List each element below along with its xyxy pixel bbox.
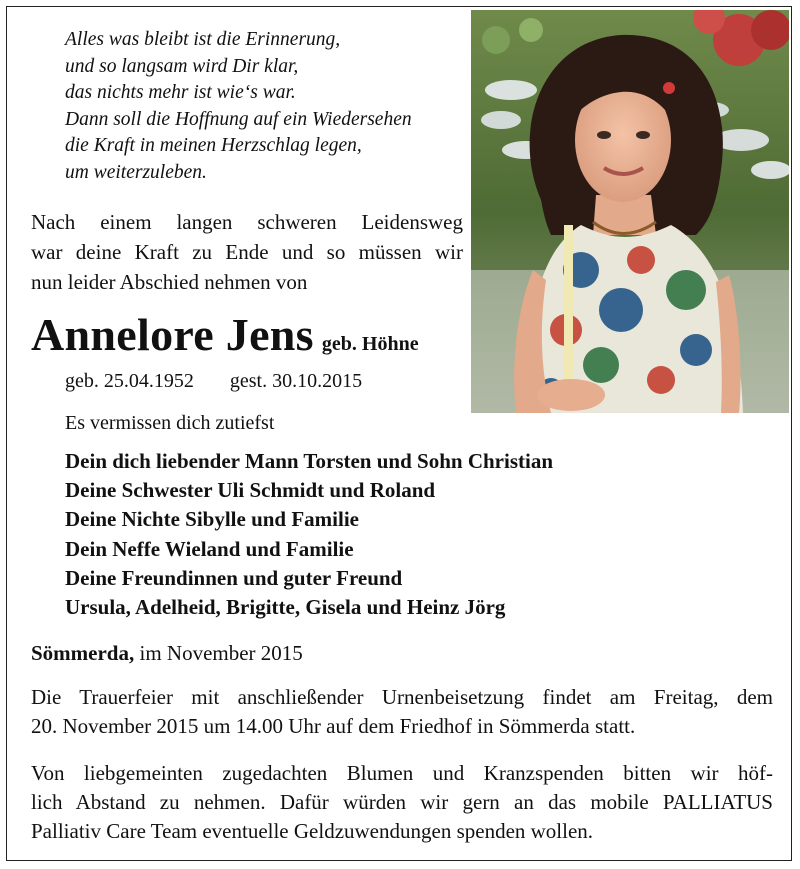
birth-date: geb. 25.04.1952 <box>65 370 194 392</box>
town: Sömmerda, <box>31 641 135 665</box>
poem-line: und so langsam wird Dir klar, <box>65 55 299 77</box>
obituary-notice <box>6 6 792 861</box>
intro-line: nun leider Abschied nehmen von <box>31 270 308 294</box>
portrait-photo <box>471 10 789 413</box>
poem-line: Dann soll die Hoffnung auf ein Wiedersehen <box>65 108 412 130</box>
flowers-request <box>31 759 773 846</box>
poem-line: um weiterzuleben. <box>65 161 207 183</box>
death-date: gest. 30.10.2015 <box>229 370 363 392</box>
mourner-line: Dein dich liebender Mann Torsten und Sohn Christian <box>65 449 553 473</box>
mourner-line: Deine Freundinnen und guter Freund <box>65 565 403 590</box>
flowers-line: Von liebgemeinten zugedachten Blumen und Kranzspenden bitten wir höf- <box>31 761 773 785</box>
mourner-line: Deine Schwester Uli Schmidt und Roland <box>65 478 436 503</box>
poem <box>65 27 475 187</box>
deceased-name: Annelore Jens <box>31 309 314 360</box>
funeral-line: 20. November 2015 um 14.00 Uhr auf dem Friedhof in Sömmerda statt. <box>31 714 636 738</box>
poem-line: das nichts mehr ist wie‘s war. <box>65 82 296 104</box>
life-dates <box>65 367 362 395</box>
portrait-illustration <box>471 10 789 413</box>
mourner-line: Ursula, Adelheid, Brigitte, Gisela und Heinz Jörg <box>65 595 506 620</box>
intro-line: Nach einem langen schweren Leidensweg <box>31 210 463 234</box>
deceased-name-line <box>31 305 471 365</box>
poem-line: Alles was bleibt ist die Erinnerung, <box>65 29 341 50</box>
flowers-line: lich Abstand zu nehmen. Dafür würden wir gern an das mobile PALLIATUS <box>31 790 773 814</box>
mourners-list <box>65 447 553 622</box>
intro-line: war deine Kraft zu Ende und so müssen wir <box>31 240 463 264</box>
funeral-info <box>31 683 773 741</box>
mourner-line: Dein Neffe Wieland und Familie <box>65 536 354 561</box>
maiden-name: geb. Höhne <box>321 333 419 355</box>
mourner-line: Deine Nichte Sibylle und Familie <box>65 507 359 532</box>
notice-date: im November 2015 <box>139 641 303 665</box>
poem-line: die Kraft in meinen Herzschlag legen, <box>65 135 362 157</box>
intro-text <box>31 207 463 297</box>
place-date <box>31 639 303 667</box>
miss-line: Es vermissen dich zutiefst <box>65 412 275 434</box>
flowers-line: Palliativ Care Team eventuelle Geldzuwendungen spenden wollen. <box>31 819 594 843</box>
funeral-line: Die Trauerfeier mit anschließender Urnenbeisetzung findet am Freitag, dem <box>31 685 773 709</box>
